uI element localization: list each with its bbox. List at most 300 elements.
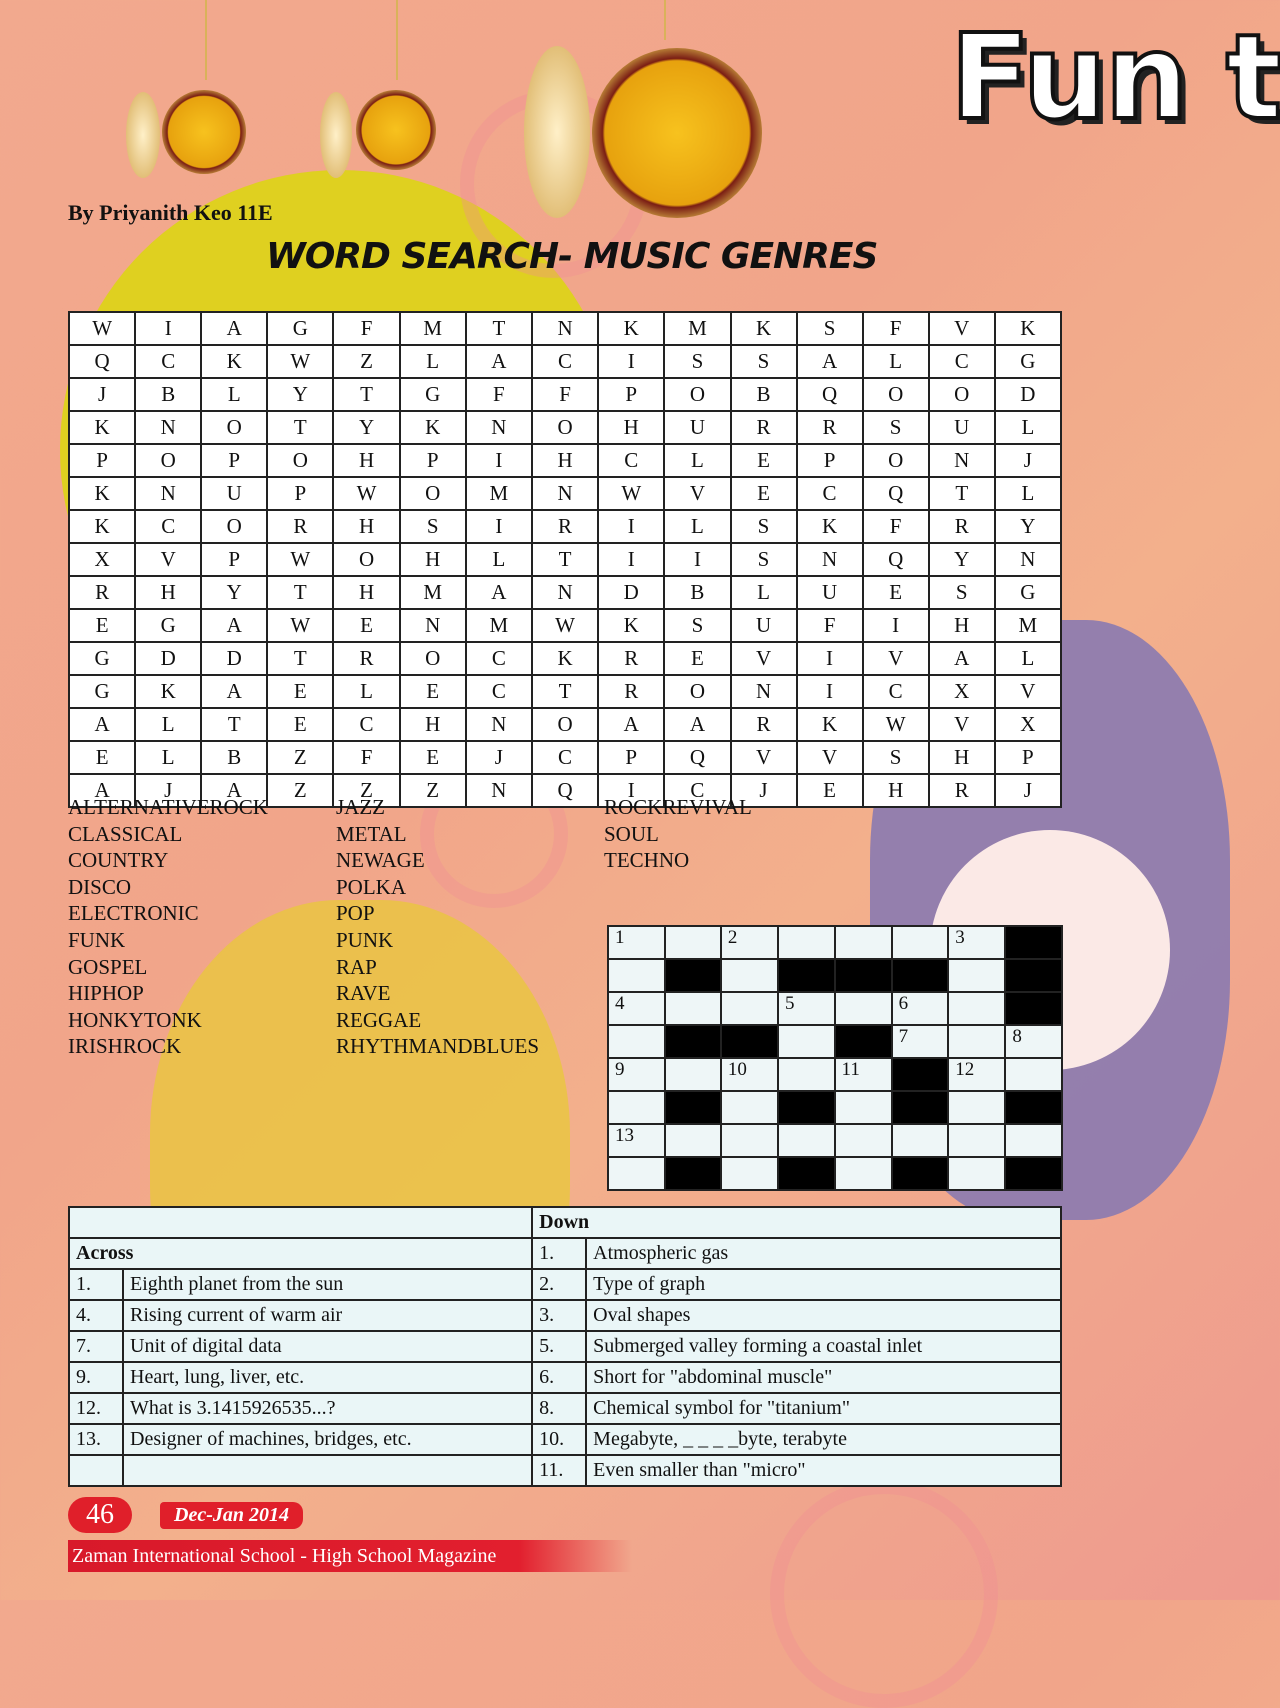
word-search-cell: Z [333,774,399,807]
page-number: 46 [68,1497,132,1533]
word-search-cell: C [135,510,201,543]
word-search-row [69,576,1061,609]
word-search-row [69,345,1061,378]
word-search-cell: M [400,312,466,345]
across-header: Across [69,1238,532,1269]
word-search-cell: K [400,411,466,444]
clues-blank-header [69,1207,532,1238]
crossword-cell[interactable] [948,1124,1005,1157]
across-clue-number [69,1455,123,1486]
word-search-cell: F [797,609,863,642]
word-search-cell: B [201,741,267,774]
word-search-cell: E [69,609,135,642]
word-search-cell: M [466,477,532,510]
word-search-cell: I [598,543,664,576]
word-search-cell: K [69,477,135,510]
down-clue-number: 10. [532,1424,586,1455]
word-search-cell: U [664,411,730,444]
word-search-cell: T [333,378,399,411]
word-search-cell: J [69,378,135,411]
section-title: Fun t [950,8,1280,146]
word-search-cell: W [267,345,333,378]
crossword-cell[interactable] [1005,1025,1062,1058]
word-search-cell: H [929,741,995,774]
word-search-cell: N [995,543,1061,576]
word-search-cell: I [466,444,532,477]
crossword-cell[interactable] [608,1025,665,1058]
word-list-item: NEWAGE [336,848,425,873]
crossword-cell[interactable] [721,1157,778,1190]
word-search-cell: E [333,609,399,642]
word-search-cell: E [69,741,135,774]
word-search-cell: H [598,411,664,444]
word-search-cell: L [333,675,399,708]
crossword-cell[interactable] [608,1157,665,1190]
crossword-cell[interactable] [835,992,892,1025]
word-search-cell: L [995,642,1061,675]
word-search-cell: I [797,642,863,675]
word-search-cell: G [995,345,1061,378]
word-search-cell: W [863,708,929,741]
word-search-cell: D [201,642,267,675]
word-search-cell: A [797,345,863,378]
down-clue-number: 8. [532,1393,586,1424]
across-clue-text: Rising current of warm air [123,1300,532,1331]
word-search-cell: U [929,411,995,444]
word-search-cell: K [201,345,267,378]
word-search-cell: O [664,675,730,708]
crossword-black-cell [892,959,949,992]
crossword-cell[interactable] [665,926,721,959]
word-search-cell: E [797,774,863,807]
crossword-cell[interactable] [835,1091,892,1124]
word-search-cell: V [929,708,995,741]
word-search-cell: L [995,411,1061,444]
word-list-item: ROCKREVIVAL [604,795,752,819]
locket-lid [524,46,590,218]
word-search-cell: E [267,708,333,741]
crossword-cell[interactable] [948,926,1005,959]
word-list-item: METAL [336,821,407,846]
word-search-cell: G [135,609,201,642]
word-search-cell: K [532,642,598,675]
crossword-cell[interactable] [948,1058,1005,1091]
down-clue-text: Chemical symbol for "titanium" [586,1393,1061,1424]
down-clue-text: Submerged valley forming a coastal inlet [586,1331,1061,1362]
word-search-cell: N [466,774,532,807]
word-search-cell: K [69,411,135,444]
word-search-cell: F [466,378,532,411]
down-clue-text: Short for "abdominal muscle" [586,1362,1061,1393]
word-search-cell: R [532,510,598,543]
across-clue-number: 4. [69,1300,123,1331]
word-search-cell: T [267,642,333,675]
crossword-cell[interactable] [665,992,721,1025]
byline: By Priyanith Keo 11E [68,200,273,225]
word-search-cell: A [201,609,267,642]
word-search-cell: V [731,642,797,675]
crossword-cell[interactable] [835,1157,892,1190]
word-search-cell: I [598,510,664,543]
word-search-cell: T [267,576,333,609]
crossword-clue-number: 13 [615,1125,634,1146]
word-search-cell: S [863,411,929,444]
crossword-cell[interactable] [608,959,665,992]
word-search-cell: H [333,444,399,477]
down-clue-number: 2. [532,1269,586,1300]
word-search-cell: A [598,708,664,741]
word-search-cell: L [135,708,201,741]
word-list-item: POP [336,901,375,926]
crossword-black-cell [892,1157,949,1190]
word-search-cell: A [929,642,995,675]
word-search-cell: A [201,774,267,807]
word-search-cell: O [664,378,730,411]
word-list-item: RAP [336,954,377,979]
word-list-column-3 [604,794,752,874]
word-search-cell: Q [863,543,929,576]
word-search-cell: F [863,510,929,543]
word-search-cell: Y [929,543,995,576]
word-search-cell: K [797,510,863,543]
word-search-cell: N [466,411,532,444]
word-search-cell: W [267,609,333,642]
crossword-cell[interactable] [948,992,1005,1025]
word-search-cell: Y [201,576,267,609]
across-clue-number: 12. [69,1393,123,1424]
crossword-cell[interactable] [721,1091,778,1124]
crossword-cell[interactable] [948,959,1005,992]
crossword-cell[interactable] [892,1124,949,1157]
word-search-cell: H [929,609,995,642]
word-search-cell: T [267,411,333,444]
word-search-cell: N [532,576,598,609]
crossword-cell[interactable] [778,992,835,1025]
word-search-cell: C [135,345,201,378]
word-search-cell: I [598,345,664,378]
word-search-cell: V [731,741,797,774]
word-search-cell: U [201,477,267,510]
crossword-cell[interactable] [892,1025,949,1058]
crossword-black-cell [665,1091,721,1124]
word-search-cell: L [664,510,730,543]
crossword-clue-number: 3 [955,927,965,948]
locket-lid [320,92,352,178]
word-search-cell: W [69,312,135,345]
crossword-cell[interactable] [721,926,778,959]
word-search-cell: S [731,345,797,378]
crossword-cell[interactable] [1005,1058,1062,1091]
word-list-item: HONKYTONK [68,1007,202,1032]
word-search-cell: Z [267,741,333,774]
word-search-cell: H [400,708,466,741]
crossword-black-cell [721,1025,778,1058]
crossword-clues-table [68,1206,1062,1487]
crossword-clue-number: 10 [727,1059,747,1080]
crossword-clue-number: 6 [898,993,909,1014]
word-search-cell: B [664,576,730,609]
word-list-item: ELECTRONIC [68,901,199,926]
crossword-black-cell [1005,959,1062,992]
word-search-cell: J [995,774,1061,807]
word-search-cell: Y [333,411,399,444]
crossword-cell[interactable] [948,1025,1005,1058]
word-search-cell: R [731,708,797,741]
word-search-cell: N [929,444,995,477]
crossword-cell[interactable] [665,1124,721,1157]
word-search-cell: U [797,576,863,609]
crossword-black-cell [835,1025,892,1058]
word-search-cell: E [731,444,797,477]
crossword-cell[interactable] [778,926,835,959]
word-search-cell: T [929,477,995,510]
word-search-cell: O [863,444,929,477]
word-search-cell: N [532,477,598,510]
word-search-cell: H [532,444,598,477]
word-search-cell: E [863,576,929,609]
word-list-column-2 [336,794,539,1060]
down-clue-number: 11. [532,1455,586,1486]
word-search-cell: S [929,576,995,609]
word-list-column-1 [68,794,268,1060]
word-search-cell: E [267,675,333,708]
word-search-cell: L [400,345,466,378]
word-search-cell: D [598,576,664,609]
word-search-cell: C [532,345,598,378]
word-search-row [69,312,1061,345]
word-search-row [69,708,1061,741]
word-list-item: RAVE [336,981,391,1006]
crossword-cell[interactable] [835,1058,892,1091]
word-search-cell: V [797,741,863,774]
word-search-cell: N [731,675,797,708]
word-list-item: CLASSICAL [68,821,183,846]
word-search-cell: P [69,444,135,477]
word-search-cell: W [267,543,333,576]
crossword-cell[interactable] [721,1058,778,1091]
word-search-cell: Y [267,378,333,411]
word-search-row [69,609,1061,642]
crossword-black-cell [665,1157,721,1190]
locket-chain [664,0,666,40]
crossword-black-cell [1005,1091,1062,1124]
issue-date: Dec-Jan 2014 [160,1502,303,1529]
crossword-cell[interactable] [608,1124,665,1157]
word-search-cell: F [333,741,399,774]
word-list-item: PUNK [336,927,394,952]
word-search-cell: L [466,543,532,576]
crossword-cell[interactable] [721,992,778,1025]
locket-chain [205,0,207,80]
word-search-cell: I [664,543,730,576]
word-search-cell: I [598,774,664,807]
word-search-cell: W [532,609,598,642]
word-list-item: DISCO [68,874,132,899]
crossword-cell[interactable] [721,959,778,992]
word-search-cell: R [598,642,664,675]
across-clue-text: Unit of digital data [123,1331,532,1362]
word-search-row [69,477,1061,510]
word-list-item: RHYTHMANDBLUES [336,1034,540,1059]
word-search-cell: Y [995,510,1061,543]
word-search-cell: R [731,411,797,444]
crossword-cell[interactable] [608,992,665,1025]
word-search-cell: F [863,312,929,345]
word-list-item: HIPHOP [68,981,144,1006]
word-search-cell: J [995,444,1061,477]
word-search-cell: D [995,378,1061,411]
crossword-cell[interactable] [665,1058,721,1091]
word-search-cell: I [135,312,201,345]
word-search-cell: S [797,312,863,345]
crossword-cell[interactable] [1005,1124,1062,1157]
background-ring [770,1480,998,1708]
word-search-cell: M [664,312,730,345]
word-search-cell: P [598,378,664,411]
word-search-cell: I [863,609,929,642]
down-clue-number: 3. [532,1300,586,1331]
crossword-cell[interactable] [608,1058,665,1091]
word-search-cell: C [466,675,532,708]
laughing-emoji-locket-icon [162,90,246,174]
crossword-black-cell [835,959,892,992]
sunglasses-emoji-locket-icon [592,48,762,218]
crossword-cell[interactable] [835,1124,892,1157]
word-search-cell: L [995,477,1061,510]
word-search-cell: R [69,576,135,609]
word-search-row [69,543,1061,576]
crossword-cell[interactable] [948,1091,1005,1124]
word-search-cell: Z [400,774,466,807]
crossword-cell[interactable] [948,1157,1005,1190]
word-search-cell: H [333,510,399,543]
word-search-cell: P [201,543,267,576]
crossword-cell[interactable] [778,1124,835,1157]
word-search-cell: E [400,675,466,708]
crossword-grid [607,925,1063,1191]
crossword-cell[interactable] [892,992,949,1025]
across-clue-number: 1. [69,1269,123,1300]
word-search-cell: P [267,477,333,510]
down-clue-text: Even smaller than "micro" [586,1455,1061,1486]
word-search-cell: J [731,774,797,807]
word-list-item: COUNTRY [68,848,169,873]
word-search-row [69,378,1061,411]
across-clue-number: 13. [69,1424,123,1455]
crossword-cell[interactable] [608,1091,665,1124]
word-search-cell: M [995,609,1061,642]
word-search-cell: Q [797,378,863,411]
word-search-cell: X [69,543,135,576]
down-clue-text: Type of graph [586,1269,1061,1300]
word-search-cell: L [731,576,797,609]
crossword-clue-number: 1 [615,927,625,948]
crossword-black-cell [665,1025,721,1058]
word-search-row [69,642,1061,675]
word-search-cell: L [135,741,201,774]
across-clue-text: Designer of machines, bridges, etc. [123,1424,532,1455]
word-search-cell: C [598,444,664,477]
word-list-item: POLKA [336,874,407,899]
word-search-cell: J [466,741,532,774]
word-search-cell: S [664,609,730,642]
word-search-cell: H [135,576,201,609]
word-search-cell: O [929,378,995,411]
word-search-cell: O [201,510,267,543]
word-search-cell: G [995,576,1061,609]
word-search-cell: Z [333,345,399,378]
crossword-cell[interactable] [721,1124,778,1157]
crossword-cell[interactable] [892,926,949,959]
word-search-cell: X [929,675,995,708]
word-search-cell: I [466,510,532,543]
word-search-cell: O [201,411,267,444]
crossword-cell[interactable] [778,1058,835,1091]
word-search-cell: N [532,312,598,345]
across-clue-number: 7. [69,1331,123,1362]
word-search-cell: C [532,741,598,774]
word-search-cell: F [532,378,598,411]
word-search-cell: S [731,510,797,543]
grinning-emoji-locket-icon [356,90,436,170]
word-search-cell: K [797,708,863,741]
word-search-cell: R [267,510,333,543]
word-list-item: REGGAE [336,1007,422,1032]
crossword-cell[interactable] [778,1025,835,1058]
word-search-cell: C [333,708,399,741]
word-search-cell: R [929,510,995,543]
word-list-item: FUNK [68,927,126,952]
word-search-cell: O [532,411,598,444]
word-search-cell: O [863,378,929,411]
word-search-cell: S [400,510,466,543]
word-search-grid [68,311,1062,808]
crossword-black-cell [1005,1157,1062,1190]
word-search-cell: V [863,642,929,675]
word-search-cell: C [466,642,532,675]
word-search-row [69,741,1061,774]
publication-name: Zaman International School - High School Magazine [68,1540,632,1572]
word-search-cell: M [400,576,466,609]
word-search-cell: C [797,477,863,510]
crossword-cell[interactable] [608,926,665,959]
word-search-cell: A [466,345,532,378]
crossword-black-cell [892,1058,949,1091]
across-clue-text: Eighth planet from the sun [123,1269,532,1300]
word-search-cell: K [598,609,664,642]
across-clue-text: Heart, lung, liver, etc. [123,1362,532,1393]
word-search-cell: V [995,675,1061,708]
word-search-cell: S [731,543,797,576]
word-search-cell: N [135,477,201,510]
word-search-cell: K [731,312,797,345]
word-search-cell: K [135,675,201,708]
word-search-title: WORD SEARCH- MUSIC GENRES [266,236,878,277]
word-search-cell: K [69,510,135,543]
word-search-row [69,510,1061,543]
word-search-cell: P [598,741,664,774]
word-search-cell: G [400,378,466,411]
word-search-cell: L [664,444,730,477]
crossword-cell[interactable] [835,926,892,959]
word-search-cell: A [201,675,267,708]
down-header: Down [532,1207,1061,1238]
word-search-cell: L [201,378,267,411]
word-search-cell: V [135,543,201,576]
word-search-cell: A [69,708,135,741]
across-clue-text: What is 3.1415926535...? [123,1393,532,1424]
word-search-cell: F [333,312,399,345]
